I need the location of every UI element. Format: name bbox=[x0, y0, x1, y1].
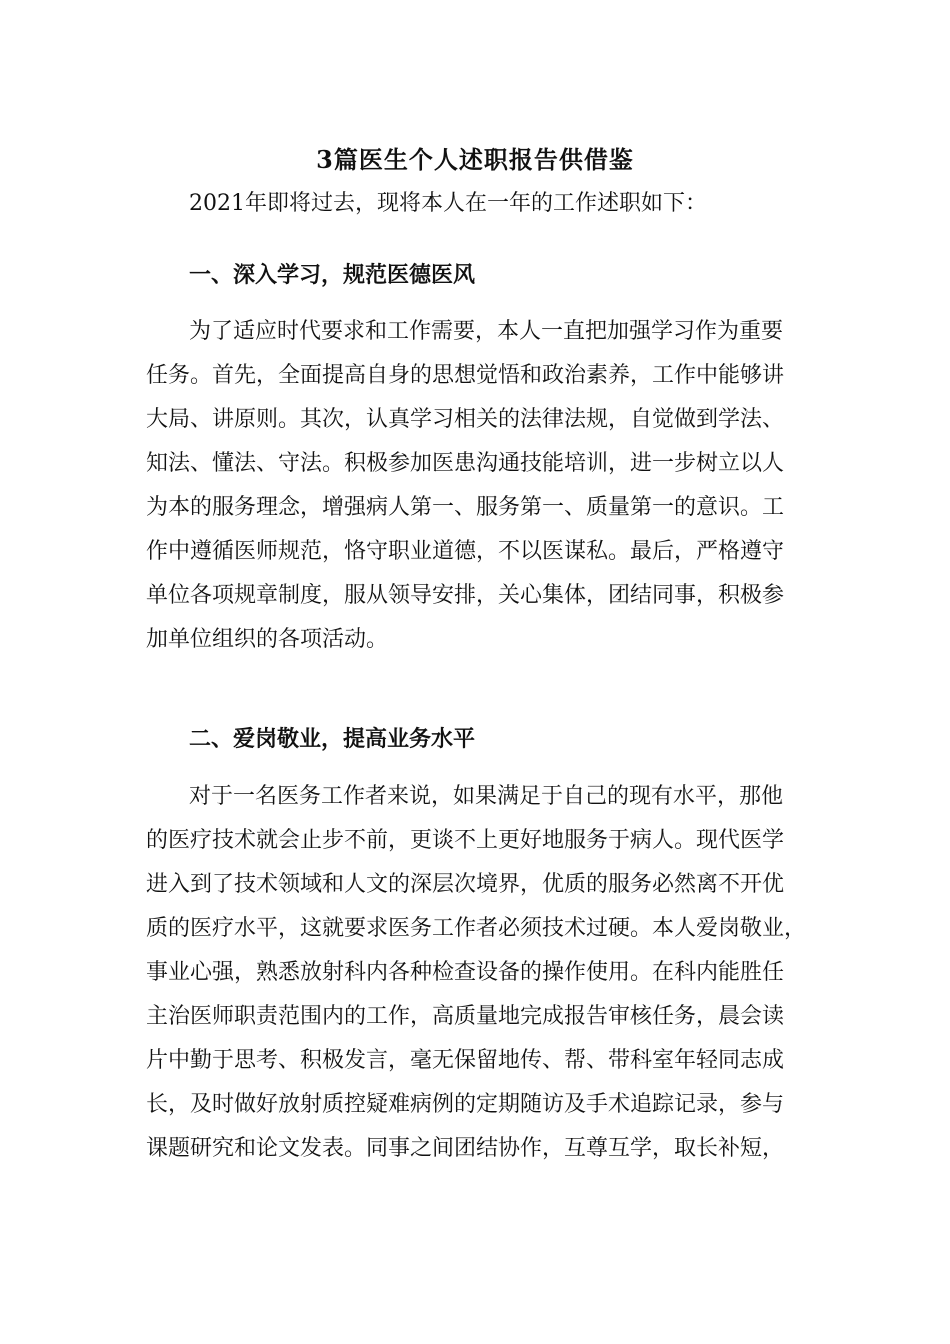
section-heading-1: 一、深入学习，规范医德医风 bbox=[189, 262, 476, 288]
section-paragraph-1 bbox=[146, 310, 806, 662]
intro-paragraph: 2021年即将过去，现将本人在一年的工作述职如下： bbox=[189, 191, 707, 216]
paragraph-line: 的医疗技术就会止步不前，更谈不上更好地服务于病人。现代医学 bbox=[146, 828, 785, 853]
paragraph-line: 作中遵循医师规范，恪守职业道德，不以医谋私。最后，严格遵守 bbox=[146, 539, 785, 564]
paragraph-line: 对于一名医务工作者来说，如果满足于自己的现有水平，那他 bbox=[189, 784, 784, 809]
paragraph-line: 质的医疗水平，这就要求医务工作者必须技术过硬。本人爱岗敬业， bbox=[146, 916, 807, 941]
paragraph-line: 事业心强，熟悉放射科内各种检查设备的操作使用。在科内能胜任 bbox=[146, 960, 785, 985]
section-heading-2: 二、爱岗敬业，提高业务水平 bbox=[189, 726, 476, 752]
paragraph-line: 大局、讲原则。其次，认真学习相关的法律法规，自觉做到学法、 bbox=[146, 407, 785, 432]
section-paragraph-2 bbox=[146, 775, 806, 1171]
paragraph-line: 为本的服务理念，增强病人第一、服务第一、质量第一的意识。工 bbox=[146, 495, 785, 520]
paragraph-line: 主治医师职责范围内的工作，高质量地完成报告审核任务，晨会读 bbox=[146, 1004, 785, 1029]
paragraph-line: 课题研究和论文发表。同事之间团结协作，互尊互学，取长补短， bbox=[146, 1136, 785, 1161]
document-title: 3篇医生个人述职报告供借鉴 bbox=[316, 145, 634, 174]
paragraph-line: 为了适应时代要求和工作需要，本人一直把加强学习作为重要 bbox=[189, 319, 784, 344]
paragraph-line: 长，及时做好放射质控疑难病例的定期随访及手术追踪记录，参与 bbox=[146, 1092, 785, 1117]
paragraph-line: 知法、懂法、守法。积极参加医患沟通技能培训，进一步树立以人 bbox=[146, 451, 785, 476]
paragraph-line: 片中勤于思考、积极发言，毫无保留地传、帮、带科室年轻同志成 bbox=[146, 1048, 785, 1073]
paragraph-line: 任务。首先，全面提高自身的思想觉悟和政治素养，工作中能够讲 bbox=[146, 363, 785, 388]
paragraph-line: 加单位组织的各项活动。 bbox=[146, 627, 389, 652]
paragraph-line: 进入到了技术领域和人文的深层次境界，优质的服务必然离不开优 bbox=[146, 872, 785, 897]
paragraph-line: 单位各项规章制度，服从领导安排，关心集体，团结同事，积极参 bbox=[146, 583, 785, 608]
